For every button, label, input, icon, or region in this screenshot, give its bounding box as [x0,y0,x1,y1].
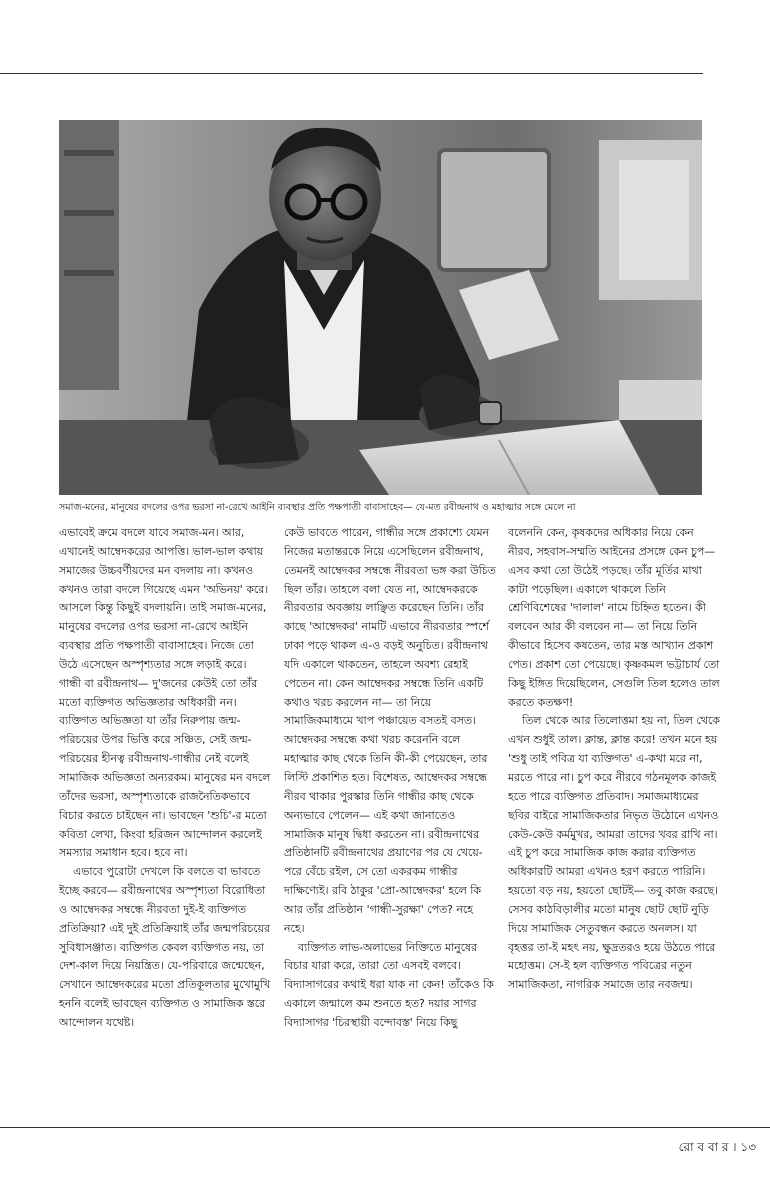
paragraph: এভাবে পুরোটা দেখলে কি বলতে বা ভাবতে ইচ্ছে করবে— রবীন্দ্রনাথের অস্পৃশ্যতা বিরোধিতা ও আম্বেদকর সম্বন্ধে নীরবতা দুই-ই ব্যক্তিগত প্রতিক্রিয়া? এই দুই প্রতিক্রিয়াই তাঁর জন্মপরিচয়ের সুবিধাসঞ্জাত। ব্যক্তিগত কেবল ব্যক্তিগত নয়, তা দেশ-কাল দিয়ে নিয়ন্ত্রিত। যে-পরিবারে জন্মেছেন, সেখানে আম্বেদকরের মতো প্রতিকূলতার মুখোমুখি হননি বলেই ভাবছেন ব্যক্তিগত ও সামাজিক স্তরে আন্দোলন যথেষ্ট। [59,865,271,1029]
page-folio: রো ব বা র । ১৩ [678,1140,756,1154]
photo-caption: সমাজ-মনের, মানুষের বদলের ওপর ভরসা না-রেখে আইনি ব্যবস্থার প্রতি পক্ষপাতী বাবাসাহেব— যে-মত রবীন্দ্রনাথ ও মহাত্মার সঙ্গে মেলে না [59,502,576,513]
paragraph: কেউ ভাবতে পারেন, গান্ধীর সঙ্গে প্রকাশ্যে যেমন নিজের মতান্তরকে নিয়ে এসেছিলেন রবীন্দ্রনাথ, তেমনই আম্বেদকর সম্বন্ধে নীরবতা ভঙ্গ করা উচিত ছিল তাঁর। তাহলে বলা যেত না, আম্বেদকরকে নীরবতার অবজ্ঞায় লাঞ্ছিত করেছেন তিনি। তাঁর কাছে 'আম্বেদকর' নামটি এভাবে নীরবতার স্পর্শে ঢাকা পড়ে থাকল এ-ও বড়ই অনুচিত। রবীন্দ্রনাথ যদি একালে থাকতেন, তাহলে অবশ্য রেহাই পেতেন না। কেন আম্বেদকর সম্বন্ধে তিনি একটি কথাও খরচ করলেন না— তা নিয়ে সামাজিকমাধ্যমে খাপ পঞ্চায়েত বসতই বসত। আম্বেদকর সম্বন্ধে কথা খরচ করেননি বলে মহাত্মার কাছ থেকে তিনি কী-কী পেয়েছেন, তার লিস্টি প্রকাশিত হত। বিশেষত, আম্বেদকর সম্বন্ধে নীরব থাকার পুরস্কার তিনি গান্ধীর কাছ থেকে অন্যভাবে পেলেন— এই কথা জানাতেও সামাজিক মানুষ দ্বিধা করতেন না। রবীন্দ্রনাথের প্রতিষ্ঠানটি রবীন্দ্রনাথের প্রয়াণের পর যে খেয়ে-পরে বেঁচে রইল, সে তো একরকম গান্ধীর দাক্ষিণ্যেই। রবি ঠাকুর 'প্রো-আম্বেদকর' হলে কি আর তাঁর প্রতিষ্ঠান 'গান্ধী-সুরক্ষা' পেত? নহে নহে। [284,526,496,935]
paragraph: বলেননি কেন, কৃষকদের অধিকার নিয়ে কেন নীরব, সহবাস-সম্মতি আইনের প্রসঙ্গে কেন চুপ— এসব কথা তো উঠেই পড়ছে। তাঁর মূর্তির মাথা কাটা পড়েছিল। একালে থাকলে তিনি শ্রেণিবিশেষের 'দালাল' নামে চিহ্নিত হতেন। কী বলবেন আর কী বলবেন না— তা নিয়ে তিনি কীভাবে হিসেব কষতেন, তার মস্ত আখ্যান প্রকাশ পেত। প্রকাশ তো পেয়েছে। কৃষ্ণকমল ভট্টাচার্য তো কিছু ইঙ্গিত দিয়েছিলেন, সেগুলি তিল হলেও তাল করতে কতক্ষণ! [508,526,720,709]
portrait-photo-icon [59,120,702,495]
text-column-3 [508,524,722,995]
paragraph: এভাবেই ক্রমে বদলে যাবে সমাজ-মন। আর, এখানেই আম্বেদকরের আপত্তি। ভাল-ভাল কথায় সমাজের উচ্চবর্ণীয়দের মন বদলায় না। কখনও কখনও তারা বদলে গিয়েছে এমন 'অভিনয়' করে। আসলে কিন্তু কিছুই বদলায়নি। তাই সমাজ-মনের, মানুষের বদলের ওপর ভরসা না-রেখে আইনি ব্যবস্থার প্রতি পক্ষপাতী বাবাসাহেব। নিজে তো উঠে এসেছেন অস্পৃশ্যতার সঙ্গে লড়াই করে। গান্ধী বা রবীন্দ্রনাথ— দু'জনের কেউই তো তাঁর মতো ব্যক্তিগত অভিজ্ঞতার অধিকারী নন। ব্যক্তিগত অভিজ্ঞতা যা তাঁর নিরুপায় জন্ম-পরিচয়ের উপর ভিত্তি করে সঞ্চিত, সেই জন্ম-পরিচয়ের হীনত্ব রবীন্দ্রনাথ-গান্ধীর নেই বলেই সামাজিক অভিজ্ঞতা অন্যরকম। মানুষের মন বদলে তাঁদের ভরসা, অস্পৃশ্যতাকে রাজনৈতিকভাবে বিচার করতে চাইছেন না। ভাবছেন 'শুচি'-র মতো কবিতা লেখা, কিংবা হরিজন আন্দোলন করলেই সমস্যার সমাধান হবে। হবে না। [59,526,271,860]
text-column-1 [59,524,271,1033]
top-rule [0,73,703,74]
bottom-rule [0,1127,770,1128]
paragraph: ব্যক্তিগত লাভ-অলাভের নিক্তিতে মানুষের বিচার যারা করে, তারা তো এসবই বলবে। বিদ্যাসাগরের কথাই ধরা যাক না কেন! তাঁকেও কি একালে জন্মালে কম শুনতে হত? দয়ার সাগর বিদ্যাসাগর 'চিরস্থায়ী বন্দোবস্ত' নিয়ে কিছু [284,940,494,1029]
text-column-2 [284,524,496,1033]
portrait-photo [59,120,702,495]
paragraph: তিল থেকে আর তিলোত্তমা হয় না, তিল থেকে এখন শুধুই তাল। ক্লান্ত, ক্লান্ত করে! তখন মনে হয় 'শুধু তাই পবিত্র যা ব্যক্তিগত' এ-কথা মরে না, মরতে পারে না। চুপ করে নীরবে গঠনমূলক কাজই হতে পারে ব্যক্তিগত প্রতিবাদ। সমাজমাধ্যমের ছবির বাইরে সামাজিকতার নিভৃত উঠোনে এখনও কেউ-কেউ কর্মমুখর, আমরা তাদের খবর রাখি না। এই চুপ করে সামাজিক কাজ করার ব্যক্তিগত অধিকারটি আমরা এখনও হরণ করতে পারিনি। হয়তো বড় নয়, হয়তো ছোটই— তবু কাজ করছে। সেসব কাঠবিড়ালীর মতো মানুষ ছোট ছোট নুড়ি দিয়ে সামাজিক সেতুবন্ধন করতে অনলস। যা বৃহত্তর তা-ই মহৎ নয়, ক্ষুদ্রতরও হয়ে উঠতে পারে মহোত্তম। সে-ই হল ব্যক্তিগত পবিত্রের নতুন সামাজিকতা, নাগরিক সমাজে তার নবজন্ম। [508,714,720,992]
